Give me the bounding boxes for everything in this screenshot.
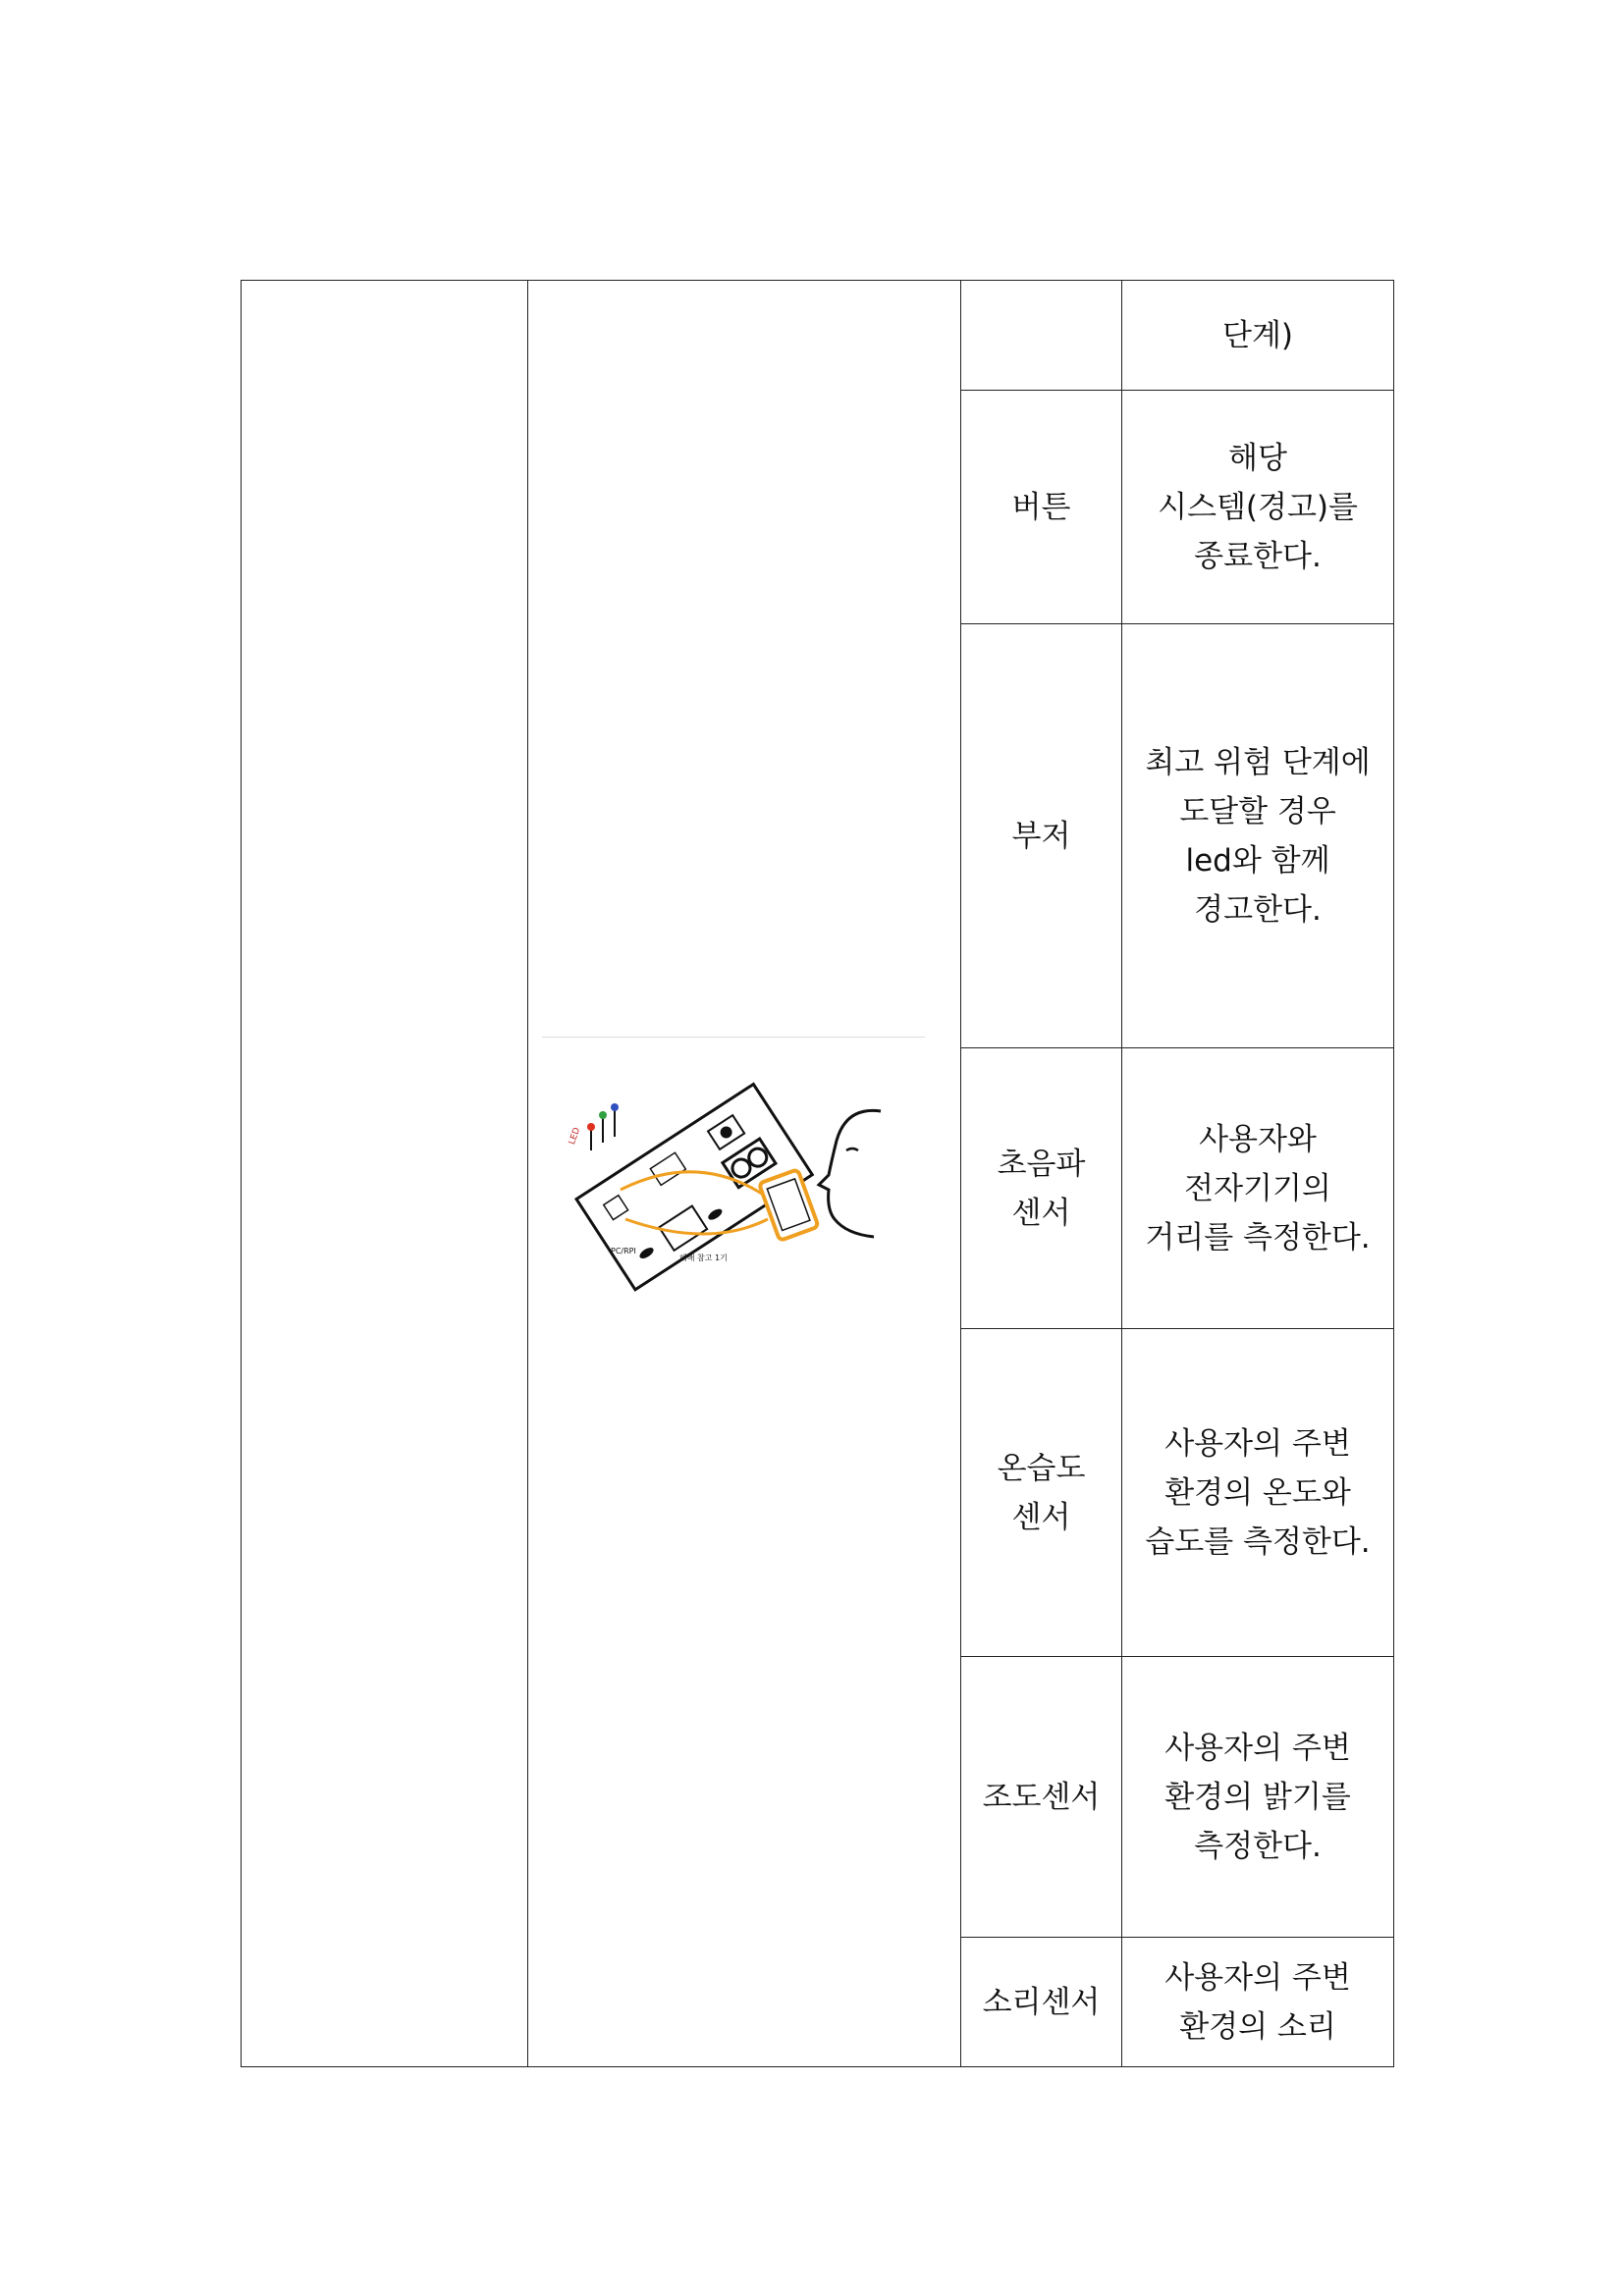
figure-divider [542, 1037, 925, 1038]
system-diagram [552, 1052, 925, 1298]
led-red [587, 1123, 595, 1131]
left-empty-cell [242, 281, 528, 2067]
component-cell: 부저 [961, 624, 1122, 1048]
board-label: PC/RPI [611, 1247, 636, 1255]
desc-cell: 단계) [1122, 281, 1394, 391]
led-label: LED [567, 1126, 583, 1147]
component-cell: 버튼 [961, 391, 1122, 624]
led-green [599, 1111, 607, 1119]
component-table [241, 280, 1394, 2067]
face-outline [819, 1110, 881, 1237]
component-cell: 온습도 센서 [961, 1329, 1122, 1657]
desc-cell: 최고 위험 단계에 도달할 경우 led와 함께 경고한다. [1122, 624, 1394, 1048]
wire-label: 해배 참고 1기 [679, 1254, 728, 1262]
desc-cell: 사용자의 주변 환경의 소리 [1122, 1938, 1394, 2067]
desc-cell: 해당 시스템(경고)를 종료한다. [1122, 391, 1394, 624]
desc-cell: 사용자의 주변 환경의 밝기를 측정한다. [1122, 1657, 1394, 1938]
component-cell: 조도센서 [961, 1657, 1122, 1938]
desc-cell: 사용자와 전자기기의 거리를 측정한다. [1122, 1048, 1394, 1329]
component-cell [961, 281, 1122, 391]
component-cell: 소리센서 [961, 1938, 1122, 2067]
led-blue [611, 1103, 619, 1111]
table-row [242, 281, 1394, 391]
desc-cell: 사용자의 주변 환경의 온도와 습도를 측정한다. [1122, 1329, 1394, 1657]
figure-cell [528, 281, 961, 2067]
eye [846, 1148, 858, 1150]
component-cell: 초음파 센서 [961, 1048, 1122, 1329]
